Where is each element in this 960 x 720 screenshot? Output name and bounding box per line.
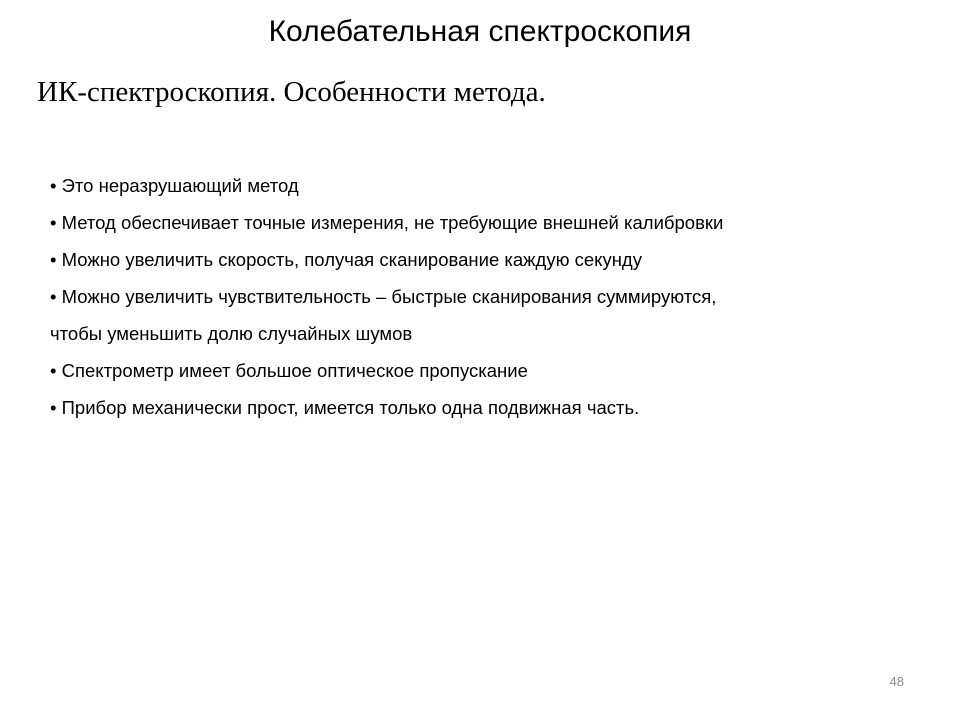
bullet-item: • Прибор механически прост, имеется только одна подвижная часть. — [50, 397, 640, 418]
bullet-item: • Это неразрушающий метод — [50, 175, 299, 196]
bullet-item: • Спектрометр имеет большое оптическое пропускание — [50, 360, 528, 381]
slide-subtitle: ИК-спектроскопия. Особенности метода. — [37, 76, 546, 108]
page-number: 48 — [889, 674, 904, 689]
bullet-item: • Метод обеспечивает точные измерения, не требующие внешней калибровки — [50, 212, 724, 233]
bullet-item: • Можно увеличить чувствительность – быстрые сканирования суммируются, — [50, 286, 717, 307]
slide-title: Колебательная спектроскопия — [268, 15, 692, 48]
bullet-list — [50, 167, 930, 426]
bullet-continuation: чтобы уменьшить долю случайных шумов — [50, 323, 413, 344]
bullet-item: • Можно увеличить скорость, получая сканирование каждую секунду — [50, 249, 642, 270]
